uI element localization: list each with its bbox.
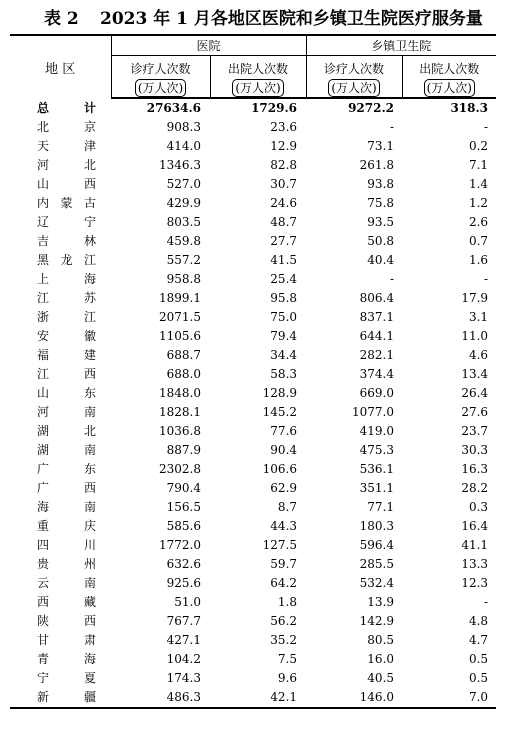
table-row xyxy=(10,688,496,708)
hospital-outpatient-cell: 2071.5 xyxy=(159,310,201,324)
table-row xyxy=(10,118,496,137)
header-unit: (万人次) xyxy=(135,79,186,97)
table-row xyxy=(10,669,496,688)
hospital-outpatient-cell: 632.6 xyxy=(166,557,201,571)
region-cell xyxy=(10,460,111,479)
township-discharge-cell: 7.1 xyxy=(468,158,489,172)
hospital-outpatient-cell: 925.6 xyxy=(166,576,201,590)
region-cell xyxy=(10,650,111,669)
hospital-discharge-cell: 25.4 xyxy=(270,272,298,286)
table-row xyxy=(10,460,496,479)
hospital-discharge-cell: 145.2 xyxy=(262,405,298,419)
region-name: 江 西 xyxy=(37,367,97,381)
township-outpatient-cell: - xyxy=(389,272,395,286)
header-label: 诊疗人次数 xyxy=(130,62,191,76)
township-discharge-cell: - xyxy=(483,595,489,609)
hospital-discharge-cell: 42.1 xyxy=(210,688,306,708)
table-row xyxy=(10,650,496,669)
township-outpatient-cell: 9272.2 xyxy=(348,101,395,115)
region-name: 新 疆 xyxy=(37,690,97,704)
region-cell xyxy=(10,308,111,327)
hospital-outpatient-cell: 486.3 xyxy=(111,688,210,708)
township-discharge-cell: - xyxy=(483,120,489,134)
hospital-outpatient-cell: 527.0 xyxy=(166,177,201,191)
township-outpatient-cell: 282.1 xyxy=(359,348,395,362)
region-name: 黑龙江 xyxy=(37,253,97,267)
township-outpatient-cell: 75.8 xyxy=(367,196,395,210)
hospital-discharge-cell: 1.8 xyxy=(277,595,298,609)
township-discharge-cell: 1.4 xyxy=(468,177,489,191)
region-cell xyxy=(10,137,111,156)
township-discharge-cell: 13.3 xyxy=(461,557,489,571)
hospital-discharge-cell: 128.9 xyxy=(262,386,298,400)
hospital-outpatient-cell: 1346.3 xyxy=(159,158,201,172)
township-discharge-cell: 7.0 xyxy=(402,688,496,708)
hospital-discharge-cell: 59.7 xyxy=(270,557,298,571)
hospital-outpatient-cell: 2302.8 xyxy=(159,462,201,476)
table-row xyxy=(10,403,496,422)
township-discharge-cell: 28.2 xyxy=(461,481,489,495)
table-row xyxy=(10,270,496,289)
township-outpatient-cell: 77.1 xyxy=(367,500,395,514)
region-name: 北 京 xyxy=(37,120,97,134)
region-cell xyxy=(10,194,111,213)
township-discharge-cell: 2.6 xyxy=(468,215,489,229)
region-name: 天 津 xyxy=(37,139,97,153)
header-unit: (万人次) xyxy=(328,79,379,97)
hospital-outpatient-cell: 803.5 xyxy=(166,215,201,229)
region-cell xyxy=(10,574,111,593)
table-row xyxy=(10,384,496,403)
region-cell xyxy=(10,479,111,498)
township-outpatient-cell: 644.1 xyxy=(359,329,395,343)
hospital-discharge-cell: 106.6 xyxy=(262,462,298,476)
region-name: 湖 北 xyxy=(37,424,97,438)
hospital-discharge-cell: 12.9 xyxy=(270,139,298,153)
region-cell xyxy=(10,593,111,612)
table-title xyxy=(0,6,509,32)
region-header: 地 区 xyxy=(10,35,111,98)
region-name: 广 东 xyxy=(37,462,97,476)
township-outpatient-cell: 180.3 xyxy=(359,519,395,533)
township-outpatient-cell: 837.1 xyxy=(359,310,395,324)
township-outpatient-cell: 40.5 xyxy=(367,671,395,685)
hospital-discharge-cell: 44.3 xyxy=(270,519,298,533)
hospital-discharge-cell: 64.2 xyxy=(270,576,298,590)
region-cell xyxy=(10,118,111,137)
region-name: 广 西 xyxy=(37,481,97,495)
table-row xyxy=(10,232,496,251)
table-row xyxy=(10,631,496,650)
township-discharge-cell: 16.4 xyxy=(461,519,489,533)
hospital-outpatient-cell: 1828.1 xyxy=(159,405,201,419)
township-outpatient-cell: 596.4 xyxy=(359,538,395,552)
hospital-outpatient-cell: 1105.6 xyxy=(159,329,201,343)
region-cell xyxy=(10,156,111,175)
township-outpatient-cell: 532.4 xyxy=(359,576,395,590)
township-header: 乡镇卫生院 xyxy=(306,35,496,56)
data-table xyxy=(10,34,496,709)
region-name: 辽 宁 xyxy=(37,215,97,229)
hospital-discharge-cell: 58.3 xyxy=(270,367,298,381)
township-outpatient-cell: 261.8 xyxy=(359,158,395,172)
table-row xyxy=(10,441,496,460)
table-row xyxy=(10,574,496,593)
hospital-discharge-cell: 48.7 xyxy=(270,215,298,229)
region-cell xyxy=(10,232,111,251)
township-discharge-header xyxy=(402,56,496,99)
region-name: 河 北 xyxy=(37,158,97,172)
region-name: 湖 南 xyxy=(37,443,97,457)
region-cell xyxy=(10,631,111,650)
hospital-discharge-cell: 34.4 xyxy=(270,348,298,362)
hospital-discharge-cell: 23.6 xyxy=(270,120,298,134)
hospital-discharge-cell: 7.5 xyxy=(277,652,298,666)
hospital-header: 医院 xyxy=(111,35,306,56)
hospital-outpatient-cell: 104.2 xyxy=(166,652,201,666)
table-row xyxy=(10,422,496,441)
hospital-discharge-cell: 9.6 xyxy=(277,671,298,685)
hospital-discharge-cell: 82.8 xyxy=(270,158,298,172)
table-row xyxy=(10,213,496,232)
township-discharge-cell: 1.2 xyxy=(468,196,489,210)
township-discharge-cell: 13.4 xyxy=(461,367,489,381)
region-name: 青 海 xyxy=(37,652,97,666)
region-name: 内蒙古 xyxy=(37,196,97,210)
hospital-discharge-cell: 77.6 xyxy=(270,424,298,438)
region-cell xyxy=(10,365,111,384)
township-outpatient-cell: 146.0 xyxy=(306,688,402,708)
table-row xyxy=(10,593,496,612)
hospital-discharge-cell: 95.8 xyxy=(270,291,298,305)
region-cell xyxy=(10,327,111,346)
hospital-outpatient-cell: 414.0 xyxy=(166,139,201,153)
region-cell xyxy=(10,346,111,365)
hospital-discharge-cell: 30.7 xyxy=(270,177,298,191)
region-cell xyxy=(10,175,111,194)
township-outpatient-cell: 93.5 xyxy=(367,215,395,229)
table-row xyxy=(10,156,496,175)
township-discharge-cell: 1.6 xyxy=(468,253,489,267)
region-cell xyxy=(10,555,111,574)
township-discharge-cell: 41.1 xyxy=(461,538,489,552)
region-name: 贵 州 xyxy=(37,557,97,571)
township-discharge-cell: 4.6 xyxy=(468,348,489,362)
region-cell xyxy=(10,213,111,232)
township-outpatient-cell: 142.9 xyxy=(359,614,395,628)
region-name: 江 苏 xyxy=(37,291,97,305)
hospital-discharge-cell: 127.5 xyxy=(262,538,298,552)
hospital-outpatient-cell: 767.7 xyxy=(166,614,201,628)
table-row xyxy=(10,194,496,213)
region-name: 河 南 xyxy=(37,405,97,419)
region-cell xyxy=(10,441,111,460)
region-cell xyxy=(10,289,111,308)
region-name: 总 计 xyxy=(37,100,97,115)
township-discharge-cell: 27.6 xyxy=(461,405,489,419)
region-name: 甘 肃 xyxy=(37,633,97,647)
hospital-outpatient-header xyxy=(111,56,210,99)
township-outpatient-cell: 13.9 xyxy=(367,595,395,609)
township-outpatient-cell: 351.1 xyxy=(359,481,395,495)
hospital-outpatient-cell: 790.4 xyxy=(166,481,201,495)
table-row xyxy=(10,517,496,536)
hospital-outpatient-cell: 688.7 xyxy=(166,348,201,362)
township-outpatient-cell: 669.0 xyxy=(359,386,395,400)
hospital-outpatient-cell: 51.0 xyxy=(174,595,201,609)
region-name: 陕 西 xyxy=(37,614,97,628)
hospital-outpatient-cell: 1899.1 xyxy=(159,291,201,305)
township-outpatient-cell: 374.4 xyxy=(359,367,395,381)
table-body xyxy=(10,98,496,708)
township-outpatient-cell: 16.0 xyxy=(367,652,395,666)
table-row xyxy=(10,555,496,574)
region-name: 山 东 xyxy=(37,386,97,400)
township-outpatient-cell: 40.4 xyxy=(367,253,395,267)
township-discharge-cell: - xyxy=(483,272,489,286)
township-discharge-cell: 0.5 xyxy=(468,652,489,666)
hospital-outpatient-cell: 427.1 xyxy=(166,633,201,647)
hospital-outpatient-cell: 557.2 xyxy=(166,253,201,267)
region-cell xyxy=(10,517,111,536)
hospital-outpatient-cell: 958.8 xyxy=(166,272,201,286)
township-outpatient-cell: 80.5 xyxy=(367,633,395,647)
region-cell xyxy=(10,98,111,118)
hospital-outpatient-cell: 429.9 xyxy=(166,196,201,210)
township-discharge-cell: 3.1 xyxy=(468,310,489,324)
region-name: 浙 江 xyxy=(37,310,97,324)
hospital-discharge-cell: 24.6 xyxy=(270,196,298,210)
township-outpatient-cell: 285.5 xyxy=(359,557,395,571)
table-row xyxy=(10,346,496,365)
township-outpatient-cell: - xyxy=(389,120,395,134)
table-row xyxy=(10,251,496,270)
township-discharge-cell: 12.3 xyxy=(461,576,489,590)
hospital-outpatient-cell: 156.5 xyxy=(166,500,201,514)
township-outpatient-cell: 93.8 xyxy=(367,177,395,191)
hospital-discharge-cell: 35.2 xyxy=(270,633,298,647)
region-cell xyxy=(10,270,111,289)
header-unit: (万人次) xyxy=(424,79,475,97)
region-cell xyxy=(10,384,111,403)
header-label: 出院人次数 xyxy=(419,62,480,76)
region-name: 福 建 xyxy=(37,348,97,362)
table-row xyxy=(10,612,496,631)
township-outpatient-cell: 1077.0 xyxy=(352,405,395,419)
hospital-outpatient-cell: 174.3 xyxy=(166,671,201,685)
hospital-outpatient-cell: 1036.8 xyxy=(159,424,201,438)
region-name: 西 藏 xyxy=(37,595,97,609)
region-cell xyxy=(10,422,111,441)
table-row xyxy=(10,308,496,327)
township-discharge-cell: 318.3 xyxy=(450,101,489,115)
township-discharge-cell: 4.8 xyxy=(468,614,489,628)
hospital-outpatient-cell: 1848.0 xyxy=(159,386,201,400)
region-name: 宁 夏 xyxy=(37,671,97,685)
hospital-discharge-header xyxy=(210,56,306,99)
township-discharge-cell: 16.3 xyxy=(461,462,489,476)
hospital-outpatient-cell: 27634.6 xyxy=(146,101,201,115)
region-name: 安 徽 xyxy=(37,329,97,343)
hospital-discharge-cell: 27.7 xyxy=(270,234,298,248)
region-cell xyxy=(10,251,111,270)
table-row xyxy=(10,137,496,156)
township-outpatient-cell: 475.3 xyxy=(359,443,395,457)
region-name: 云 南 xyxy=(37,576,97,590)
total-row xyxy=(10,98,496,118)
region-cell xyxy=(10,669,111,688)
header-label: 诊疗人次数 xyxy=(324,62,385,76)
table-number: 表 2 xyxy=(44,9,79,29)
hospital-discharge-cell: 56.2 xyxy=(270,614,298,628)
region-name: 海 南 xyxy=(37,500,97,514)
region-name: 上 海 xyxy=(37,272,97,286)
hospital-outpatient-cell: 887.9 xyxy=(166,443,201,457)
hospital-discharge-cell: 75.0 xyxy=(270,310,298,324)
hospital-outpatient-cell: 1772.0 xyxy=(159,538,201,552)
hospital-discharge-cell: 1729.6 xyxy=(251,101,298,115)
table-row xyxy=(10,365,496,384)
township-outpatient-cell: 536.1 xyxy=(359,462,395,476)
table-row xyxy=(10,479,496,498)
hospital-discharge-cell: 8.7 xyxy=(277,500,298,514)
region-cell xyxy=(10,536,111,555)
township-discharge-cell: 0.5 xyxy=(468,671,489,685)
region-name: 重 庆 xyxy=(37,519,97,533)
township-discharge-cell: 23.7 xyxy=(461,424,489,438)
township-outpatient-header xyxy=(306,56,402,99)
township-discharge-cell: 26.4 xyxy=(461,386,489,400)
region-name: 山 西 xyxy=(37,177,97,191)
header-unit: (万人次) xyxy=(232,79,283,97)
hospital-outpatient-cell: 908.3 xyxy=(166,120,201,134)
region-cell xyxy=(10,498,111,517)
table-row xyxy=(10,289,496,308)
hospital-discharge-cell: 41.5 xyxy=(270,253,298,267)
township-discharge-cell: 0.3 xyxy=(468,500,489,514)
hospital-discharge-cell: 90.4 xyxy=(270,443,298,457)
table-title-text: 2023 年 1 月各地区医院和乡镇卫生院医疗服务量 xyxy=(100,9,483,29)
table-row xyxy=(10,175,496,194)
region-cell xyxy=(10,688,111,708)
township-outpatient-cell: 50.8 xyxy=(367,234,395,248)
header-label: 出院人次数 xyxy=(228,62,289,76)
table-row xyxy=(10,536,496,555)
region-name: 吉 林 xyxy=(37,234,97,248)
hospital-outpatient-cell: 688.0 xyxy=(166,367,201,381)
township-discharge-cell: 30.3 xyxy=(461,443,489,457)
hospital-outpatient-cell: 459.8 xyxy=(166,234,201,248)
table-row xyxy=(10,327,496,346)
township-discharge-cell: 17.9 xyxy=(461,291,489,305)
township-outpatient-cell: 73.1 xyxy=(367,139,395,153)
region-cell xyxy=(10,612,111,631)
township-outpatient-cell: 806.4 xyxy=(359,291,395,305)
hospital-outpatient-cell: 585.6 xyxy=(166,519,201,533)
hospital-discharge-cell: 79.4 xyxy=(270,329,298,343)
table-row xyxy=(10,498,496,517)
township-discharge-cell: 0.7 xyxy=(468,234,489,248)
township-outpatient-cell: 419.0 xyxy=(359,424,395,438)
township-discharge-cell: 4.7 xyxy=(468,633,489,647)
township-discharge-cell: 11.0 xyxy=(461,329,489,343)
region-cell xyxy=(10,403,111,422)
region-name: 四 川 xyxy=(37,538,97,552)
township-discharge-cell: 0.2 xyxy=(468,139,489,153)
hospital-discharge-cell: 62.9 xyxy=(270,481,298,495)
